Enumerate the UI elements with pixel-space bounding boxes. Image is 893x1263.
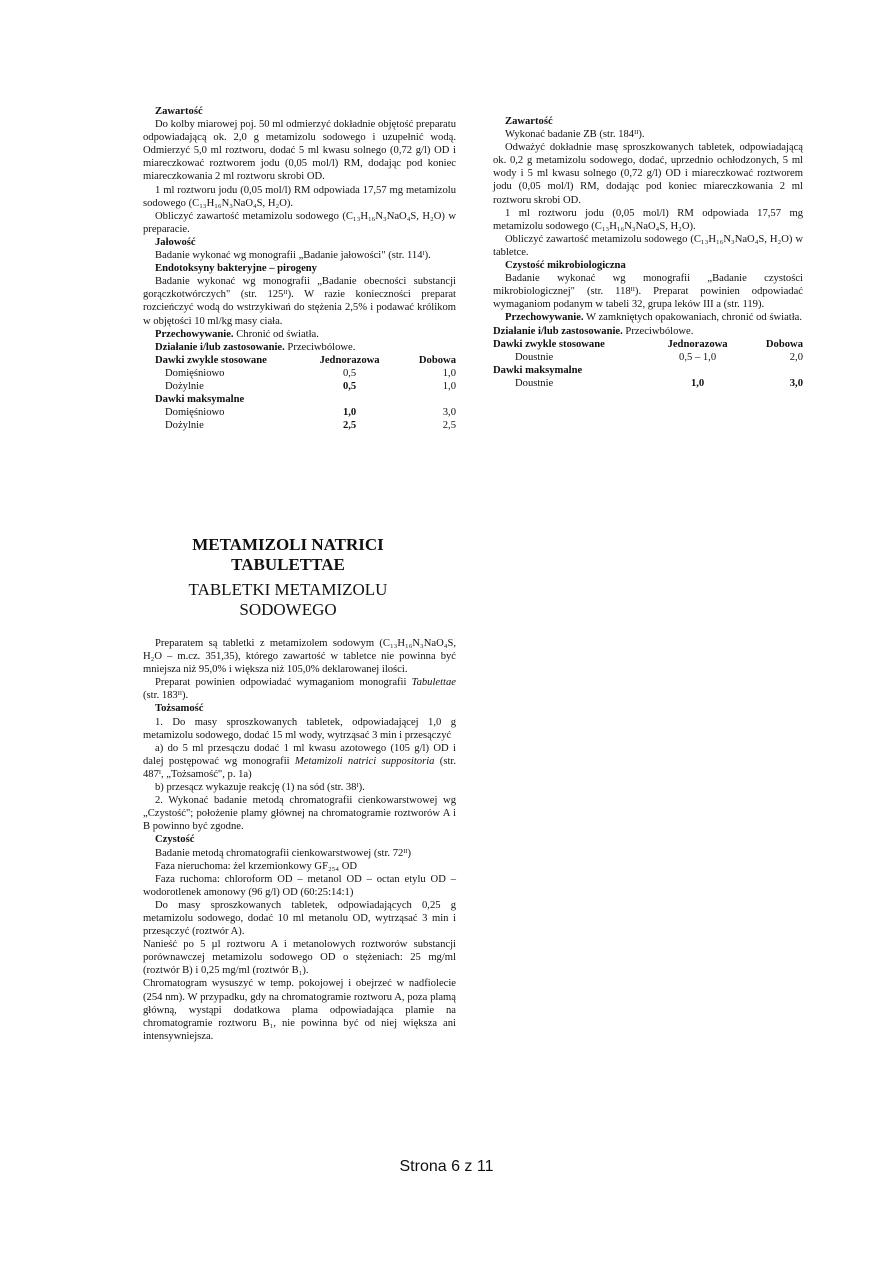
dose-header-usual: Dawki zwykle stosowane — [493, 338, 605, 350]
section-heading-zawartosc: Zawartość — [505, 116, 553, 127]
dose-single: 0,5 — [342, 367, 357, 379]
title-polish-line1: TABLETKI METAMIZOLU — [188, 580, 388, 599]
dose-route: Doustnie — [515, 377, 554, 389]
paragraph: Badanie wykonać wg monografii „Badanie obecności substancji gorączkotwórczych" (str. 125ᴵᴵ). W razie konieczności preparat rozcieńczyć wodą do wstrzykiwań do stężenia 2,5% i podawać królikom w objętości 10 ml/kg masy ciała. — [143, 276, 456, 327]
paragraph: Badanie wykonać wg monografii „Badanie jałowości" (str. 114ᴵ). — [155, 250, 431, 262]
paragraph: Badanie wykonać wg monografii „Badanie czystości mikrobiologicznej" (str. 118ᴵᴵ). Preparat powinien odpowiadać wymaganiom podanym w tabeli 32, grupa leków III a (str. 119). — [493, 273, 803, 311]
paragraph — [143, 742, 456, 781]
max-dose-header-row — [493, 364, 803, 377]
paragraph: 1. Do masy sproszkowanych tabletek, odpowiadającej 1,0 g metamizolu sodowego, dodać 15 ml wody, wytrząsać 3 min i przesączyć — [143, 716, 456, 741]
table-row — [143, 367, 456, 380]
action-label: Działanie i/lub zastosowanie. — [155, 341, 285, 353]
paragraph: 1 ml roztworu jodu (0,05 mol/l) RM odpowiada 17,57 mg metamizolu sodowego (C₁₃H₁₆N₃NaO₄S, H₂O). — [493, 207, 803, 232]
dose-table — [143, 354, 456, 433]
title-latin-line1: METAMIZOLI NATRICI — [192, 535, 384, 554]
dose-route: Domięśniowo — [165, 367, 225, 379]
dose-single: 1,0 — [690, 377, 705, 389]
left-column-top — [143, 105, 456, 432]
dose-header-daily: Dobowa — [418, 354, 456, 366]
paragraph: Do masy sproszkowanych tabletek, odpowiadających 0,25 g metamizolu sodowego, dodać 10 ml metanolu OD, wytrząsać 3 min i przesączyć (roztwór A). — [143, 899, 456, 938]
table-row — [493, 377, 803, 390]
dose-table-header — [143, 354, 456, 367]
dose-route: Dożylnie — [165, 380, 204, 392]
dose-single: 1,0 — [342, 407, 357, 419]
paragraph: b) przesącz wykazuje reakcję (1) na sód (str. 38ᴵ). — [155, 782, 365, 794]
storage-text: W zamkniętych opakowaniach, chronić od światła. — [583, 312, 803, 324]
action-line — [493, 325, 803, 338]
italic-text: Metamizoli natrici suppositoria — [294, 755, 435, 767]
paragraph: Faza nieruchoma: żel krzemionkowy GF₂₅₄ OD — [155, 860, 358, 872]
action-line — [143, 341, 456, 354]
paragraph: 1 ml roztworu jodu (0,05 mol/l) RM odpowiada 17,57 mg metamizolu sodowego (C₁₃H₁₆N₃NaO₄S, H₂O). — [143, 184, 456, 209]
text-run: (str. 487ᴵ, „Tożsamość", p. 1a) — [143, 755, 456, 780]
storage-label: Przechowywanie. — [155, 328, 234, 340]
table-row — [143, 380, 456, 393]
dose-daily: 3,0 — [442, 407, 456, 419]
section-heading-mikrobiologia: Czystość mikrobiologiczna — [505, 260, 626, 272]
paragraph: Faza ruchoma: chloroform OD – metanol OD – octan etylu OD – wodorotlenek amonowy (96 g/l) OD (60:25:14:1) — [143, 873, 456, 898]
section-heading-jalowosc: Jałowość — [155, 236, 196, 248]
title-polish-line2: SODOWEGO — [239, 600, 337, 619]
max-dose-header: Dawki maksymalne — [493, 364, 583, 376]
text-run: (str. 183ᴵᴵ). — [143, 690, 189, 702]
paragraph: Wykonać badanie ZB (str. 184ᴵᴵ). — [505, 129, 645, 141]
dose-single: 0,5 – 1,0 — [679, 351, 717, 363]
section-heading-zawartosc: Zawartość — [155, 106, 203, 117]
paragraph: Obliczyć zawartość metamizolu sodowego (C₁₃H₁₆N₃NaO₄S, H₂O) w preparacie. — [143, 210, 456, 235]
paragraph: Do kolby miarowej poj. 50 ml odmierzyć dokładnie objętość preparatu odpowiadającą ok. 2,0 g metamizolu sodowego i uzupełnić wodą. Odmierzyć 5,0 ml roztworu, dodać 5 ml kwasu solnego (0,72 g/l) OD i miareczkować roztworem jodu (0,05 mol/l) RM, dodając pod koniec miareczkowania 2 ml roztworu skrobi OD. — [143, 119, 456, 183]
title-latin-line2: TABULETTAE — [231, 555, 345, 574]
italic-text: Tabulettae — [411, 677, 456, 689]
paragraph: Chromatogram wysuszyć w temp. pokojowej i obejrzeć w nadfiolecie (254 nm). W przypadku, gdy na chromatogramie roztworu A, poza plamą główną, wystąpi dodatkowa plama odpowiadająca plamie na chromatogramie roztworu B₁, nie powinna być od niej większa ani intensywniejsza. — [143, 978, 456, 1042]
paragraph: Odważyć dokładnie masę sproszkowanych tabletek, odpowiadającą ok. 0,2 g metamizolu sodowego, dodać, uprzednio ochłodzonych, 5 ml wody i 5 ml kwasu solnego (0,72 g/l) OD i miareczkować roztworem jodu (0,05 mol/l) RM, dodając pod koniec miareczkowania 2 ml roztworu skrobi OD. — [493, 142, 803, 206]
dose-daily: 2,5 — [442, 420, 456, 432]
dose-daily: 2,0 — [789, 351, 803, 363]
section-heading-czystosc: Czystość — [155, 834, 195, 846]
max-dose-header: Dawki maksymalne — [155, 394, 245, 406]
paragraph — [143, 676, 456, 702]
page-number: Strona 6 z 11 — [399, 1158, 494, 1175]
dose-daily: 1,0 — [442, 367, 456, 379]
paragraph: Nanieść po 5 µl roztworu A i metanolowych roztworów substancji porównawczej metamizolu sodowego OD o stężeniach: 25 mg/ml (roztwór B) i 0,25 mg/ml (roztwór B₁). — [143, 939, 456, 977]
dose-route: Doustnie — [515, 351, 554, 363]
dose-single: 2,5 — [342, 420, 357, 432]
action-text: Przeciwbólowe. — [622, 325, 694, 337]
table-row — [493, 351, 803, 364]
dose-header-usual: Dawki zwykle stosowane — [155, 354, 267, 366]
dose-daily: 1,0 — [442, 380, 456, 392]
action-label: Działanie i/lub zastosowanie. — [493, 325, 623, 337]
paragraph: 2. Wykonać badanie metodą chromatografii cienkowarstwowej wg „Czystość"; położenie plamy głównej na chromatogramie roztworów A i B powinno być zgodne. — [143, 795, 456, 833]
dose-header-single: Jednorazowa — [319, 354, 380, 366]
table-row — [143, 406, 456, 419]
storage-label: Przechowywanie. — [505, 312, 584, 324]
dose-header-daily: Dobowa — [765, 338, 803, 350]
left-column-bottom — [143, 637, 456, 1043]
text-run: a) do 5 ml przesączu dodać 1 ml kwasu azotowego (105 g/l) OD i dalej postępować wg monografii — [143, 742, 456, 767]
table-row — [143, 419, 456, 432]
dose-daily: 3,0 — [789, 377, 803, 389]
storage-line — [143, 328, 456, 341]
section-heading-tozsamosc: Tożsamość — [155, 703, 204, 715]
max-dose-header-row — [143, 393, 456, 406]
paragraph: Badanie metodą chromatografii cienkowarstwowej (str. 72ᴵᴵ) — [155, 847, 412, 859]
dose-table — [493, 338, 803, 390]
paragraph: Obliczyć zawartość metamizolu sodowego (C₁₃H₁₆N₃NaO₄S, H₂O) w tabletce. — [493, 233, 803, 258]
action-text: Przeciwbólowe. — [284, 341, 356, 353]
dose-route: Domięśniowo — [165, 407, 225, 419]
dose-table-header — [493, 338, 803, 351]
right-column — [493, 115, 803, 390]
dose-header-single: Jednorazowa — [667, 338, 728, 350]
text-run: Preparat powinien odpowiadać wymaganiom monografii — [155, 677, 412, 689]
dose-single: 0,5 — [342, 380, 357, 392]
paragraph: Preparatem są tabletki z metamizolem sodowym (C₁₃H₁₆N₃NaO₄S, H₂O – m.cz. 351,35), którego zawartość w tabletce nie powinna być mniejsza niż 95,0% i większa niż 105,0% deklarowanej ilości. — [143, 638, 456, 676]
dose-route: Dożylnie — [165, 420, 204, 432]
storage-text: Chronić od światła. — [233, 328, 319, 340]
section-heading-endotoksyny: Endotoksyny bakteryjne – pirogeny — [155, 263, 317, 275]
storage-line — [493, 311, 803, 324]
monograph-title — [143, 535, 433, 620]
